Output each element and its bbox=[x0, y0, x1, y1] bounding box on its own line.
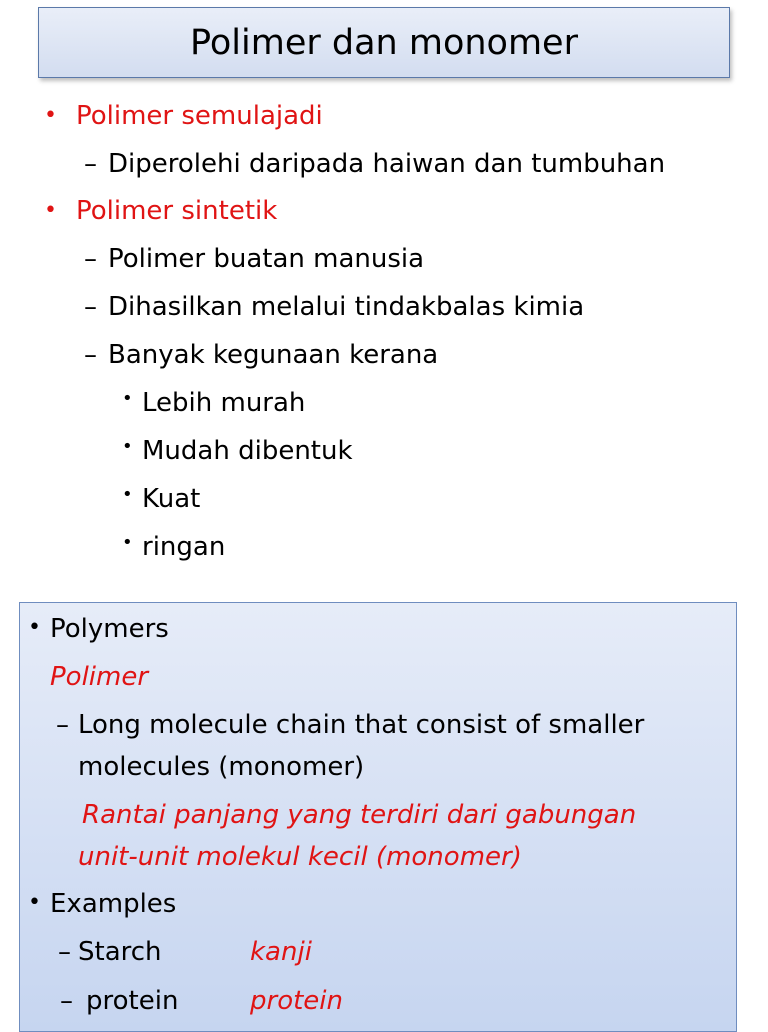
polymer-definition-ms-cont: unit-unit molekul kecil (monomer) bbox=[78, 842, 522, 872]
polimer-translation: Polimer bbox=[50, 662, 149, 692]
example-ms: protein bbox=[250, 986, 343, 1016]
dash-icon: – bbox=[84, 292, 97, 322]
slide-title: Polimer dan monomer bbox=[190, 22, 578, 63]
polymer-definition-ms: Rantai panjang yang terdiri dari gabungan bbox=[82, 800, 637, 830]
bullet-icon: • bbox=[28, 890, 41, 915]
synthetic-polymer-heading: Polimer sintetik bbox=[76, 196, 278, 226]
bullet-icon: • bbox=[122, 484, 133, 505]
bullet-icon: • bbox=[44, 198, 57, 223]
reason-item: Lebih murah bbox=[142, 388, 306, 418]
bullet-icon: • bbox=[44, 103, 57, 128]
polymers-label: Polymers bbox=[50, 614, 169, 644]
reason-item: Mudah dibentuk bbox=[142, 436, 353, 466]
synthetic-detail: Banyak kegunaan kerana bbox=[108, 340, 439, 370]
bullet-icon: • bbox=[122, 436, 133, 457]
bullet-icon: • bbox=[28, 615, 41, 640]
dash-icon: – bbox=[84, 149, 97, 179]
bullet-icon: • bbox=[122, 532, 133, 553]
dash-icon: – bbox=[84, 340, 97, 370]
synthetic-detail: Dihasilkan melalui tindakbalas kimia bbox=[108, 292, 585, 322]
reason-item: ringan bbox=[142, 532, 226, 562]
natural-polymer-detail: Diperolehi daripada haiwan dan tumbuhan bbox=[108, 149, 666, 179]
example-en: Starch bbox=[78, 937, 162, 967]
polymer-definition-en-cont: molecules (monomer) bbox=[78, 752, 365, 782]
bullet-icon: • bbox=[122, 388, 133, 409]
examples-label: Examples bbox=[50, 889, 177, 919]
dash-icon: – bbox=[84, 244, 97, 274]
slide-title-box bbox=[38, 7, 730, 78]
natural-polymer-heading: Polimer semulajadi bbox=[76, 101, 323, 131]
example-en: protein bbox=[86, 986, 179, 1016]
synthetic-detail: Polimer buatan manusia bbox=[108, 244, 425, 274]
dash-icon: – bbox=[56, 710, 69, 740]
polymer-definition-en: Long molecule chain that consist of smaller bbox=[78, 710, 645, 740]
dash-icon: – bbox=[60, 986, 73, 1016]
reason-item: Kuat bbox=[142, 484, 201, 514]
example-ms: kanji bbox=[250, 937, 312, 967]
dash-icon: – bbox=[58, 937, 71, 967]
